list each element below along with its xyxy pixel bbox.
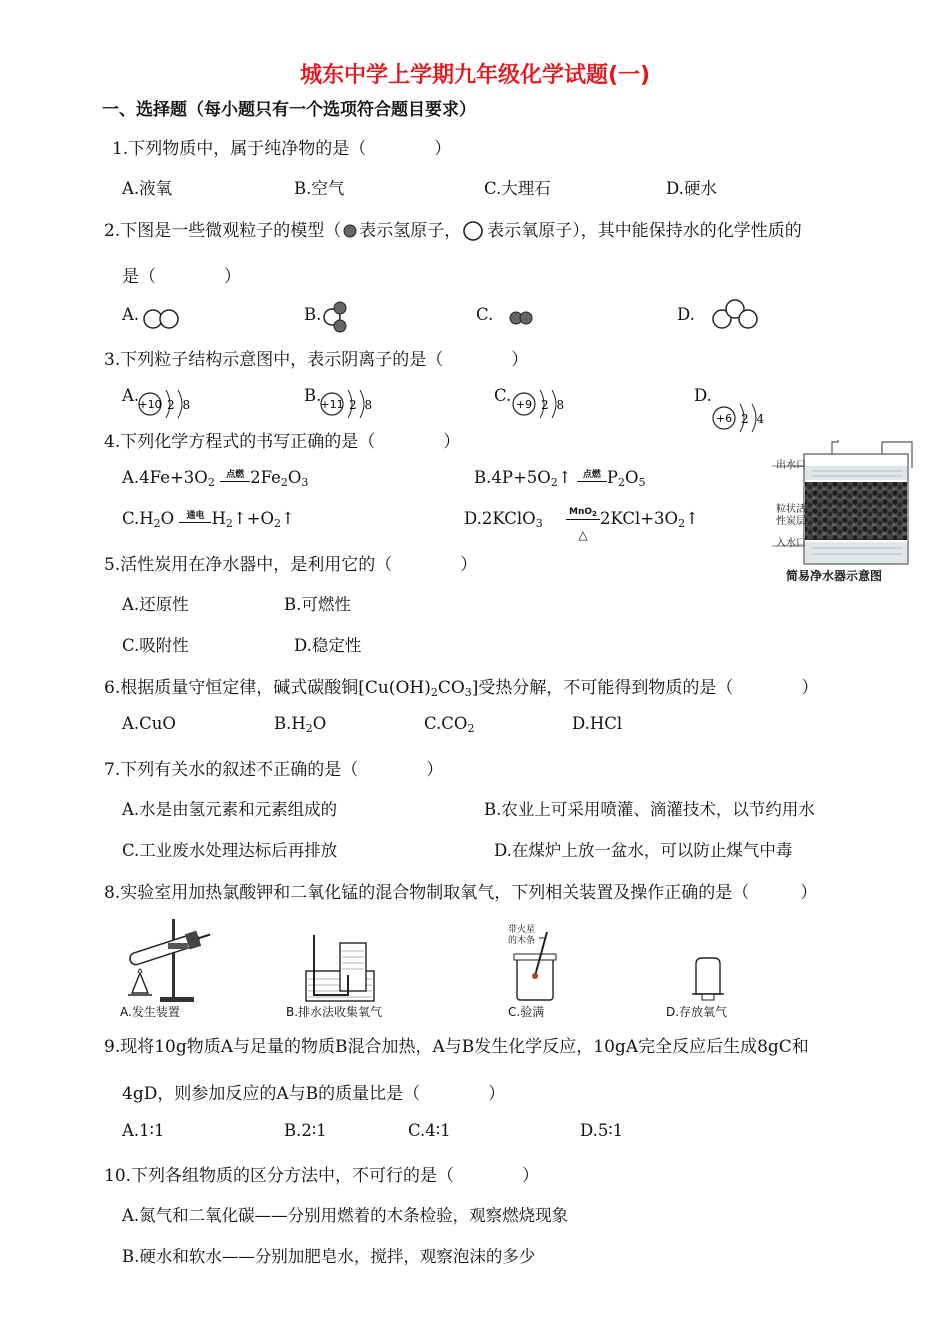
oxygen-storage-bottle-icon xyxy=(688,952,728,1002)
subscript: 2 xyxy=(153,517,161,530)
hydrogen-molecule-icon xyxy=(508,310,536,326)
question-4: 4.下列化学方程式的书写正确的是（ ） xyxy=(104,432,461,452)
q2-stem-a: 2.下图是一些微观粒子的模型（ xyxy=(104,221,342,241)
question-2 xyxy=(104,216,802,241)
question-10: 10.下列各组物质的区分方法中，不可行的是（ ） xyxy=(104,1166,540,1186)
hydrogen-atom-icon xyxy=(341,221,359,239)
q1-option-c[interactable]: C.大理石 xyxy=(484,179,551,198)
q5-option-b[interactable]: B.可燃性 xyxy=(284,595,351,614)
subscript: 3 xyxy=(301,476,309,489)
q9-option-c[interactable]: C.4∶1 xyxy=(408,1121,451,1140)
question-2-line2: 是（ ） xyxy=(122,267,241,287)
atom-structure-d-icon xyxy=(710,398,770,438)
q8-option-a[interactable]: A.发生装置 xyxy=(120,1005,180,1019)
condition-label: MnO xyxy=(569,507,593,517)
q2-stem-c: 表示氧原子），其中能保持水的化学性质的 xyxy=(487,221,802,241)
q3-option-d[interactable]: D. xyxy=(694,386,712,405)
electron-count-label: 2 8 xyxy=(167,398,191,412)
q4-option-c[interactable] xyxy=(122,509,295,530)
q6-c-text: C.CO xyxy=(424,714,468,733)
q4-c-product: H xyxy=(211,509,226,528)
q3-option-b[interactable]: B. xyxy=(304,386,322,405)
splint-label-1: 带火星 xyxy=(508,925,536,935)
condition-label: 通电 xyxy=(179,508,211,523)
q4-c-arrow: ↑ xyxy=(281,509,295,528)
q3-option-a[interactable]: A. xyxy=(122,386,140,405)
oxygen-test-apparatus-icon xyxy=(505,930,565,1002)
q4-b-product2: O xyxy=(625,468,639,487)
subscript: 2 xyxy=(618,476,626,489)
q6-option-d[interactable]: D.HCl xyxy=(572,714,623,733)
electron-count-label: 2 4 xyxy=(741,412,765,426)
q6-option-b[interactable] xyxy=(274,714,326,735)
question-6 xyxy=(104,673,818,699)
nuclear-charge-label: +9 xyxy=(515,398,533,411)
generator-apparatus-icon xyxy=(120,915,220,1005)
question-3: 3.下列粒子结构示意图中，表示阴离子的是（ ） xyxy=(104,350,529,370)
subscript: 2 xyxy=(592,510,597,518)
q2-option-b[interactable]: B. xyxy=(304,305,322,324)
q4-b-text: B.4P+5O xyxy=(474,468,551,487)
subscript: 2 xyxy=(280,476,288,489)
subscript: 2 xyxy=(225,517,233,530)
water-collection-apparatus-icon xyxy=(300,935,380,1003)
heat-symbol: △ xyxy=(578,528,588,542)
atom-structure-a-icon xyxy=(136,384,196,424)
subscript: 2 xyxy=(207,476,215,489)
electron-count-label: 2 8 xyxy=(349,398,373,412)
q9-option-d[interactable]: D.5∶1 xyxy=(580,1121,624,1140)
nuclear-charge-label: +6 xyxy=(715,412,733,425)
subscript: 2 xyxy=(274,517,282,530)
subscript: 2 xyxy=(550,476,558,489)
question-8: 8.实验室用加热氯酸钾和二氧化锰的混合物制取氧气，下列相关装置及操作正确的是（ ） xyxy=(104,883,818,903)
q2-option-a[interactable]: A. xyxy=(122,305,140,324)
q4-d-product: 2KCl+3O xyxy=(599,509,679,528)
q4-c-text2: O xyxy=(160,509,175,528)
q8-option-d[interactable]: D.存放氧气 xyxy=(666,1005,728,1019)
purifier-carbon-label-1: 粒状活 xyxy=(776,504,806,515)
q3-option-c[interactable]: C. xyxy=(494,386,512,405)
page-title: 城东中学上学期九年级化学试题(一) xyxy=(299,63,651,88)
q10-option-b[interactable]: B.硬水和软水——分别加肥皂水，搅拌，观察泡沫的多少 xyxy=(122,1247,536,1266)
q6-stem-a: 6.根据质量守恒定律，碱式碳酸铜[Cu(OH) xyxy=(104,678,431,698)
question-9: 9.现将10g物质A与足量的物质B混合加热，A与B发生化学反应，10gA完全反应后生成8gC和 xyxy=(104,1037,809,1057)
q2-stem-b: 表示氢原子， xyxy=(359,221,462,241)
subscript: 3 xyxy=(535,517,543,530)
q2-option-c[interactable]: C. xyxy=(476,305,494,324)
q7-option-b[interactable]: B.农业上可采用喷灌、滴灌技术，以节约用水 xyxy=(484,800,815,819)
q2-option-d[interactable]: D. xyxy=(677,305,695,324)
q4-c-product2: ↑+O xyxy=(232,509,275,528)
q1-option-d[interactable]: D.硬水 xyxy=(666,179,717,198)
question-7: 7.下列有关水的叙述不正确的是（ ） xyxy=(104,760,444,780)
purifier-caption: 简易净水器示意图 xyxy=(786,569,883,583)
q10-option-a[interactable]: A.氮气和二氧化碳——分别用燃着的木条检验，观察燃烧现象 xyxy=(122,1206,569,1225)
q4-a-product: 2Fe xyxy=(250,468,281,487)
q4-d-arrow: ↑ xyxy=(685,509,699,528)
splint-label-2: 的木条 xyxy=(508,936,536,946)
q4-option-a[interactable] xyxy=(122,468,308,489)
q4-a-text: A.4Fe+3O xyxy=(122,468,208,487)
q5-option-c[interactable]: C.吸附性 xyxy=(122,636,189,655)
subscript: 3 xyxy=(464,686,472,699)
q5-option-a[interactable]: A.还原性 xyxy=(122,595,189,614)
question-9-line2: 4gD，则参加反应的A与B的质量比是（ ） xyxy=(122,1084,506,1104)
nuclear-charge-label: +11 xyxy=(320,398,344,411)
atom-structure-c-icon xyxy=(510,384,570,424)
subscript: 2 xyxy=(305,722,313,735)
q6-b-text2: O xyxy=(312,714,327,733)
water-molecule-icon xyxy=(318,300,352,334)
q4-a-product2: O xyxy=(287,468,302,487)
q4-d-text: D.2KClO xyxy=(464,509,536,528)
q5-option-d[interactable]: D.稳定性 xyxy=(294,636,362,655)
purifier-inlet-label: 入水口 xyxy=(776,538,806,549)
purifier-carbon-label-2: 性炭层 xyxy=(776,516,806,527)
q9-option-a[interactable]: A.1∶1 xyxy=(122,1121,165,1140)
subscript: 2 xyxy=(678,517,686,530)
q6-b-text: B.H xyxy=(274,714,306,733)
subscript: 5 xyxy=(638,476,646,489)
q4-option-b[interactable]: $B.4P+5O_2↑$ 点燃 $P_2O_5$ xyxy=(474,468,646,489)
condition-label: 点燃 xyxy=(220,467,250,482)
condition-label: 点燃 xyxy=(577,467,607,482)
purifier-outlet-label: 出水口 xyxy=(776,460,806,471)
nuclear-charge-label: +10 xyxy=(138,398,162,411)
q8-option-b[interactable]: B.排水法收集氧气 xyxy=(286,1005,383,1019)
q6-option-c[interactable] xyxy=(424,714,474,735)
electron-count-label: 2 8 xyxy=(541,398,565,412)
oxygen-atom-icon xyxy=(461,219,487,241)
q1-option-a[interactable]: A.液氧 xyxy=(122,179,173,198)
ozone-molecule-icon xyxy=(708,298,762,330)
q4-b-product: P xyxy=(606,468,619,487)
oxygen-molecule-icon xyxy=(142,308,182,330)
q1-option-b[interactable]: B.空气 xyxy=(294,179,345,198)
q7-option-d[interactable]: D.在煤炉上放一盆水，可以防止煤气中毒 xyxy=(494,841,793,860)
q6-option-a[interactable]: A.CuO xyxy=(122,714,176,733)
q9-option-b[interactable]: B.2∶1 xyxy=(284,1121,327,1140)
q8-option-c[interactable]: C.验满 xyxy=(508,1005,545,1019)
question-1: 1.下列物质中，属于纯净物的是（ ） xyxy=(112,139,452,159)
q7-option-a[interactable]: A.水是由氢元素和元素组成的 xyxy=(122,800,338,819)
q7-option-c[interactable]: C.工业废水处理达标后再排放 xyxy=(122,841,338,860)
q4-option-d[interactable] xyxy=(464,507,699,542)
atom-structure-b-icon xyxy=(318,384,378,424)
subscript: 2 xyxy=(467,722,475,735)
section-heading: 一、选择题（每小题只有一个选项符合题目要求） xyxy=(102,100,476,120)
question-5: 5.活性炭用在净水器中，是利用它的（ ） xyxy=(104,555,478,575)
q6-stem-b: CO xyxy=(437,678,465,698)
subscript: 2 xyxy=(430,686,438,699)
q4-c-text: C.H xyxy=(122,509,154,528)
q6-stem-c: ]受热分解，不可能得到物质的是（ ） xyxy=(471,678,819,698)
